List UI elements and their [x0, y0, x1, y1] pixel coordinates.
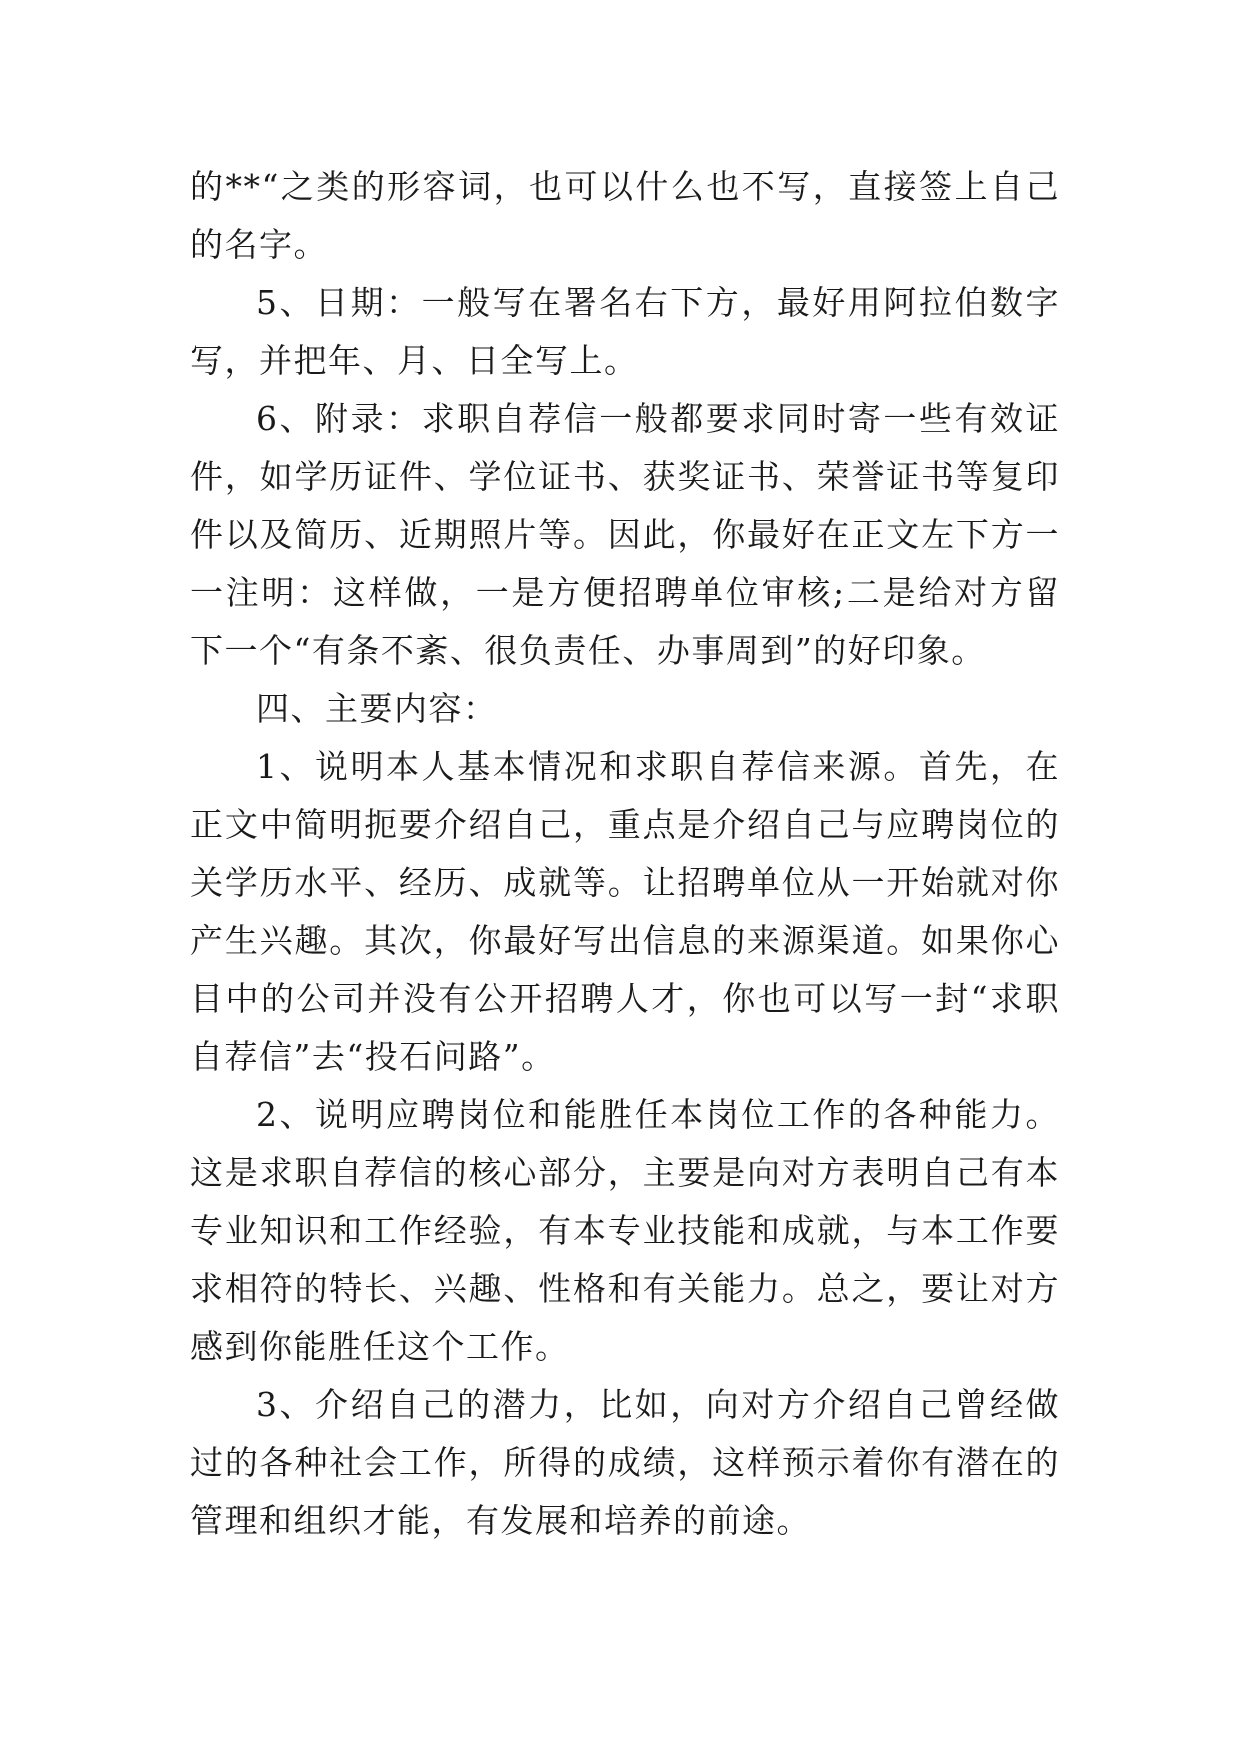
document-body: [190, 158, 1060, 1550]
paragraph-date: 5、日期：一般写在署名右下方，最好用阿拉伯数字写，并把年、月、日全写上。: [190, 283, 1060, 380]
paragraph-point-2: 2、说明应聘岗位和能胜任本岗位工作的各种能力。这是求职自荐信的核心部分，主要是向对方表明自己有本专业知识和工作经验，有本专业技能和成就，与本工作要求相符的特长、兴趣、性格和有关能力。总之，要让对方感到你能胜任这个工作。: [190, 1095, 1060, 1366]
paragraph-point-1: 1、说明本人基本情况和求职自荐信来源。首先，在正文中简明扼要介绍自己，重点是介绍自己与应聘岗位的关学历水平、经历、成就等。让招聘单位从一开始就对你产生兴趣。其次，你最好写出信息的来源渠道。如果你心目中的公司并没有公开招聘人才，你也可以写一封“求职自荐信”去“投石问路”。: [190, 747, 1060, 1076]
paragraph-signature-continuation: 的**“之类的形容词，也可以什么也不写，直接签上自己的名字。: [190, 167, 1060, 264]
section-heading-main-content: 四、主要内容：: [256, 689, 498, 728]
paragraph-point-3: 3、介绍自己的潜力，比如，向对方介绍自己曾经做过的各种社会工作，所得的成绩，这样预示着你有潜在的管理和组织才能，有发展和培养的前途。: [190, 1385, 1060, 1540]
paragraph-appendix: 6、附录：求职自荐信一般都要求同时寄一些有效证件，如学历证件、学位证书、获奖证书、荣誉证书等复印件以及简历、近期照片等。因此，你最好在正文左下方一一注明：这样做，一是方便招聘单位审核;二是给对方留下一个“有条不紊、很负责任、办事周到”的好印象。: [190, 399, 1060, 670]
